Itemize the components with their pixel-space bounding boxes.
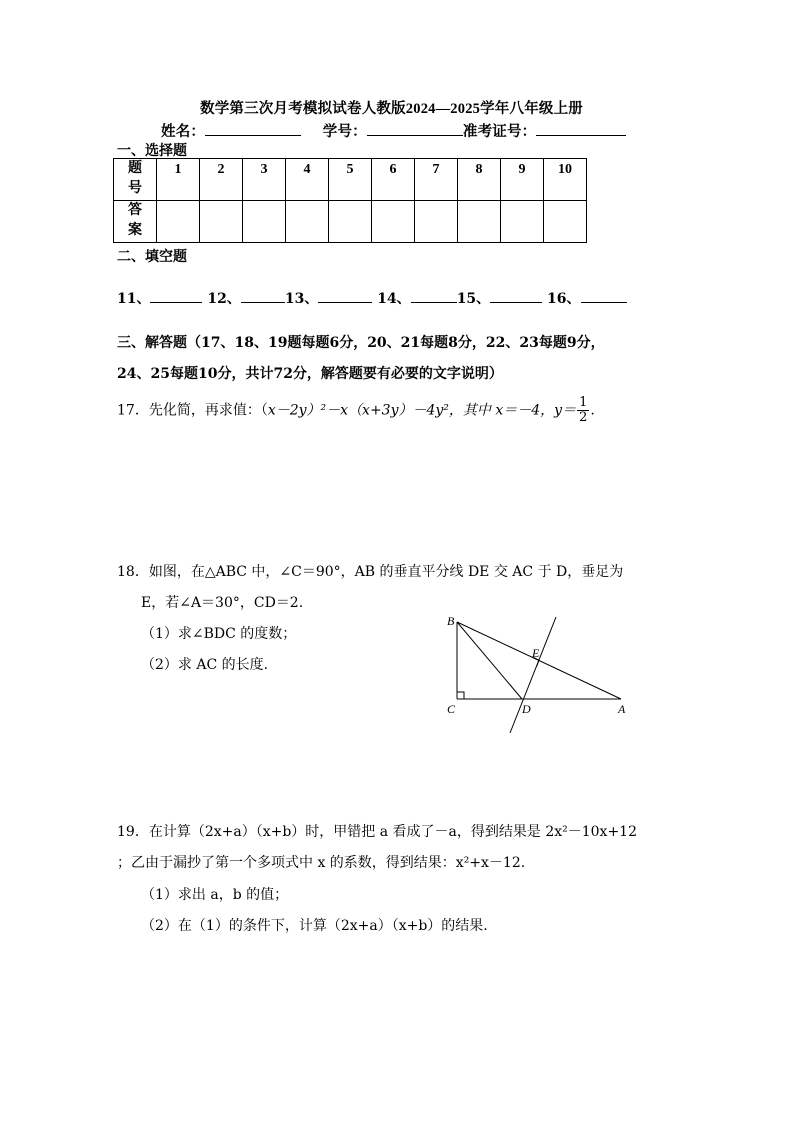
- answer-table-number-row: [114, 159, 587, 201]
- blank-label-11: 11、: [117, 291, 151, 307]
- name-label: 姓名：: [161, 124, 206, 140]
- section-3-heading-line-2: 24、25每题10分，共计72分，解答题要有必要的文字说明）: [117, 366, 503, 382]
- exam-title: 数学第三次月考模拟试卷人教版2024—2025学年八年级上册: [200, 101, 583, 117]
- blank-field-11[interactable]: [150, 289, 202, 303]
- student-info-line: [161, 120, 626, 141]
- blank-label-13: 13、: [284, 291, 319, 307]
- name-field[interactable]: [205, 122, 301, 136]
- label-c: C: [447, 702, 456, 716]
- question-number-cell: 7: [415, 159, 458, 201]
- question-17-expression: x－2y）²－x（x+3y）－4y²，其中 x＝－4，y＝: [267, 402, 577, 419]
- question-19-subquestion-2: （2）在（1）的条件下，计算（2x+a）（x+b）的结果.: [141, 918, 488, 934]
- label-a: A: [618, 702, 626, 716]
- question-18-subquestion-2: （2）求 AC 的长度.: [141, 657, 269, 673]
- blank-field-16[interactable]: [581, 289, 627, 303]
- blank-field-13[interactable]: [318, 289, 372, 303]
- question-number-cell: 8: [458, 159, 501, 201]
- blank-field-15[interactable]: [490, 289, 542, 303]
- blank-field-12[interactable]: [241, 289, 285, 303]
- answer-cell[interactable]: [544, 201, 587, 243]
- right-angle-mark-c: [457, 692, 464, 699]
- question-19-subquestion-1: （1）求出 a，b 的值；: [141, 887, 289, 903]
- blank-label-14: 14、: [377, 291, 411, 307]
- question-number-cell: 4: [286, 159, 329, 201]
- section-1-heading: 一、选择题: [117, 143, 187, 159]
- question-18-line-2: E，若∠A＝30°，CD＝2.: [141, 595, 304, 611]
- fill-in-blanks-line: [117, 288, 627, 308]
- question-number-cell: 6: [372, 159, 415, 201]
- exam-no-label: 准考证号：: [462, 124, 537, 140]
- exam-number-field[interactable]: [536, 122, 626, 136]
- answer-cell[interactable]: [243, 201, 286, 243]
- answer-cell[interactable]: [200, 201, 243, 243]
- answer-cell[interactable]: [372, 201, 415, 243]
- answer-cell[interactable]: [501, 201, 544, 243]
- label-b: B: [447, 614, 455, 628]
- question-17-prompt: 先化简，再求值：（: [148, 402, 268, 419]
- table-row-header-number: 题 号: [114, 159, 157, 201]
- answer-cell[interactable]: [157, 201, 200, 243]
- section-3-heading-line-1: 三、解答题（17、18、19题每题6分，20、21每题8分，22、23每题9分，: [117, 335, 605, 351]
- section-2-heading: 二、填空题: [117, 249, 187, 265]
- question-number-cell: 9: [501, 159, 544, 201]
- blank-label-16: 16、: [547, 291, 581, 307]
- blank-field-14[interactable]: [411, 289, 457, 303]
- question-18-subquestion-1: （1）求∠BDC 的度数；: [141, 626, 297, 642]
- perpendicular-bisector-de: [510, 617, 556, 733]
- blank-label-12: 12、: [207, 291, 241, 307]
- question-number-cell: 5: [329, 159, 372, 201]
- table-row-header-answer: 答 案: [114, 201, 157, 243]
- blank-label-15: 15、: [456, 291, 491, 307]
- label-d: D: [522, 702, 531, 716]
- question-19-line-1: 19．在计算（2x+a）（x+b）时，甲错把 a 看成了－a，得到结果是 2x²－10x+12: [117, 824, 637, 840]
- answer-table-answer-row: [114, 201, 587, 243]
- fraction-one-half: $\frac{1}{2}$: [579, 395, 588, 425]
- answer-cell[interactable]: [329, 201, 372, 243]
- id-label: 学号：: [322, 124, 367, 140]
- question-number-cell: 2: [200, 159, 243, 201]
- answer-cell[interactable]: [458, 201, 501, 243]
- question-number-cell: 10: [544, 159, 587, 201]
- answer-cell[interactable]: [415, 201, 458, 243]
- answer-cell[interactable]: [286, 201, 329, 243]
- question-number-cell: 1: [157, 159, 200, 201]
- segment-bd: [457, 622, 522, 699]
- question-18-line-1: 18．如图，在△ABC 中，∠C＝90°，AB 的垂直平分线 DE 交 AC 于 D，垂足为: [117, 564, 624, 580]
- question-17-number: 17．: [117, 402, 149, 419]
- question-number-cell: 3: [243, 159, 286, 201]
- label-e: E: [532, 646, 540, 660]
- question-19-line-2: ；乙由于漏抄了第一个多项式中 x 的系数，得到结果：x²+x－12.: [117, 855, 526, 871]
- triangle-figure: [440, 605, 640, 740]
- answer-table: [113, 158, 587, 243]
- student-id-field[interactable]: [367, 122, 463, 136]
- question-17: 17．先化简，再求值：（x－2y）²－x（x+3y）－4y²，其中 x＝－4，y＝ $\frac{1}{2}$ .: [117, 395, 595, 425]
